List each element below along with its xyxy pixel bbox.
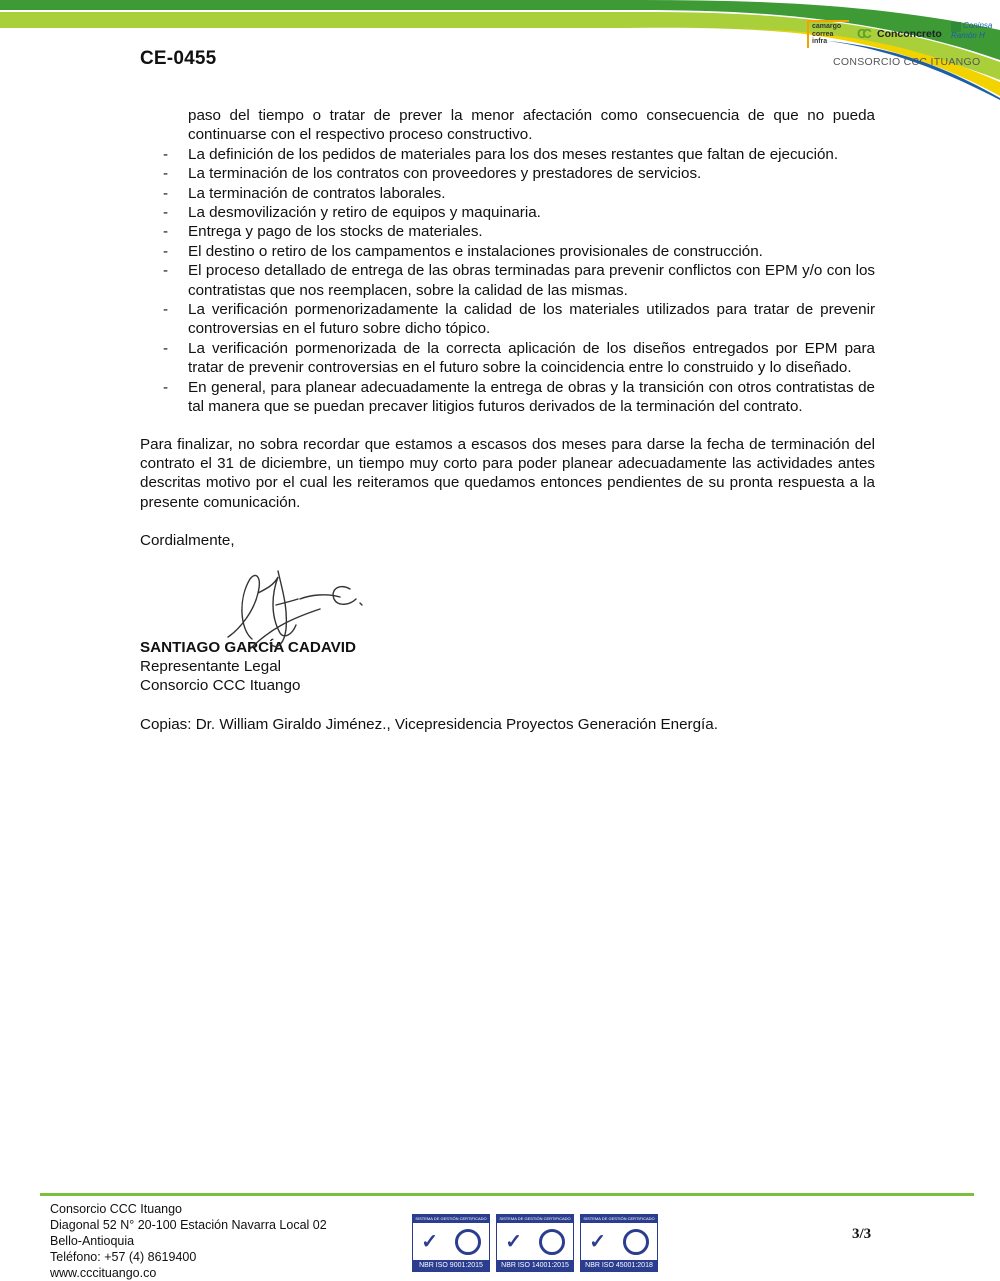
copies-line: Copias: Dr. William Giraldo Jiménez., Vicepresidencia Proyectos Generación Energía. xyxy=(140,715,718,733)
footer-divider xyxy=(40,1193,974,1196)
iso-14001-badge: SISTEMA DE GESTIÓN CERTIFICADO ✓ NBR ISO 14001:2015 xyxy=(496,1214,574,1272)
bullet-marker: - xyxy=(163,165,169,183)
list-item: - La definición de los pedidos de materiales para los dos meses restantes que faltan de ejecución. xyxy=(163,145,839,163)
signer-role: Representante Legal xyxy=(140,657,282,675)
footer-address xyxy=(50,1201,327,1281)
check-mark-icon: ✓ xyxy=(505,1230,523,1253)
signature-area xyxy=(140,551,875,638)
seal-icon xyxy=(539,1229,565,1255)
consortium-name: CONSORCIO CCC ITUANGO xyxy=(833,56,981,68)
signer-name: SANTIAGO GARCÍA CADAVID xyxy=(140,638,356,656)
certification-badges xyxy=(412,1214,658,1272)
bullet-marker: - xyxy=(163,378,169,396)
bullet-marker: - xyxy=(163,339,169,357)
list-item: - En general, para planear adecuadamente la entrega de obras y la transición con otros contratistas de tal manera que se puedan precaver litigios futuros derivados de la terminación del contrato. xyxy=(163,378,875,416)
letter-body xyxy=(140,106,875,734)
activities-list xyxy=(140,145,875,417)
list-item: - La terminación de los contratos con proveedores y prestadores de servicios. xyxy=(163,165,702,183)
conconcreto-logo-text: Conconcreto xyxy=(877,28,942,40)
header-logos xyxy=(803,18,998,70)
signer-organization: Consorcio CCC Ituango xyxy=(140,677,301,695)
list-item: - La terminación de contratos laborales. xyxy=(163,184,446,202)
list-item: - La verificación pormenorizada de la correcta aplicación de los diseños entregados por EPM para tratar de prevenir controversias en el futuro sobre la coincidencia entre lo construido y lo diseñado. xyxy=(163,339,875,377)
footer-website: www.cccituango.co xyxy=(50,1266,157,1280)
list-item: - La verificación pormenorizadamente la calidad de los materiales utilizados para tratar de prevenir controversias en el futuro sobre dicho tópico. xyxy=(163,301,875,338)
bullet-marker: - xyxy=(163,242,169,260)
iso-45001-badge: SISTEMA DE GESTIÓN CERTIFICADO ✓ NBR ISO 45001:2018 xyxy=(580,1214,658,1272)
iso-9001-badge: SISTEMA DE GESTIÓN CERTIFICADO ✓ NBR ISO 9001:2015 xyxy=(412,1214,490,1272)
check-mark-icon: ✓ xyxy=(421,1230,439,1253)
list-item: - El proceso detallado de entrega de las obras terminadas para prevenir conflictos con EPM y/o con los contratistas que nos reemplacen, sobre la calidad de las mismas. xyxy=(163,262,875,299)
seal-icon xyxy=(455,1229,481,1255)
bullet-marker: - xyxy=(163,204,169,222)
bullet-marker: - xyxy=(163,301,169,319)
bullet-marker: - xyxy=(163,262,169,280)
bullet-marker: - xyxy=(163,145,169,163)
page-number: 3/3 xyxy=(852,1226,872,1242)
footer-address-line: Consorcio CCC Ituango xyxy=(50,1202,183,1216)
bullet-marker: - xyxy=(163,184,169,202)
conconcreto-mark-icon: CC xyxy=(857,26,868,41)
list-item: - El destino o retiro de los campamentos e instalaciones provisionales de construcción. xyxy=(163,242,763,260)
handwritten-signature xyxy=(180,559,380,654)
footer-address-line: Teléfono: +57 (4) 8619400 xyxy=(50,1250,197,1264)
continuation-paragraph: paso del tiempo o tratar de prever la menor afectación como consecuencia de que no pueda continuarse con el respectivo proceso constructivo. xyxy=(188,107,875,144)
footer-address-line: Diagonal 52 N° 20-100 Estación Navarra Local 02 xyxy=(50,1218,327,1232)
coninsa-logo xyxy=(951,22,997,44)
coninsa-logo-text: Coninsa Ramón H xyxy=(951,21,993,40)
final-paragraph: Para finalizar, no sobra recordar que estamos a escasos dos meses para darse la fecha de terminación del contrato el 31 de diciembre, un tiempo muy corto para poder planear adecuadamente las actividades antes descritas motivo por el cual les reiteramos que quedamos entonces pendientes de su pronta respuesta a la presente comunicación. xyxy=(140,435,875,511)
camargo-correa-logo: camargo correa infra xyxy=(807,20,849,48)
conconcreto-logo xyxy=(857,26,942,42)
seal-icon xyxy=(623,1229,649,1255)
list-item: - Entrega y pago de los stocks de materiales. xyxy=(163,223,483,241)
list-item: - La desmovilización y retiro de equipos y maquinaria. xyxy=(163,204,541,222)
closing-salutation: Cordialmente, xyxy=(140,532,235,550)
bullet-marker: - xyxy=(163,223,169,241)
document-code: CE-0455 xyxy=(140,48,217,69)
check-mark-icon: ✓ xyxy=(589,1230,607,1253)
footer-address-line: Bello-Antioquia xyxy=(50,1234,135,1248)
